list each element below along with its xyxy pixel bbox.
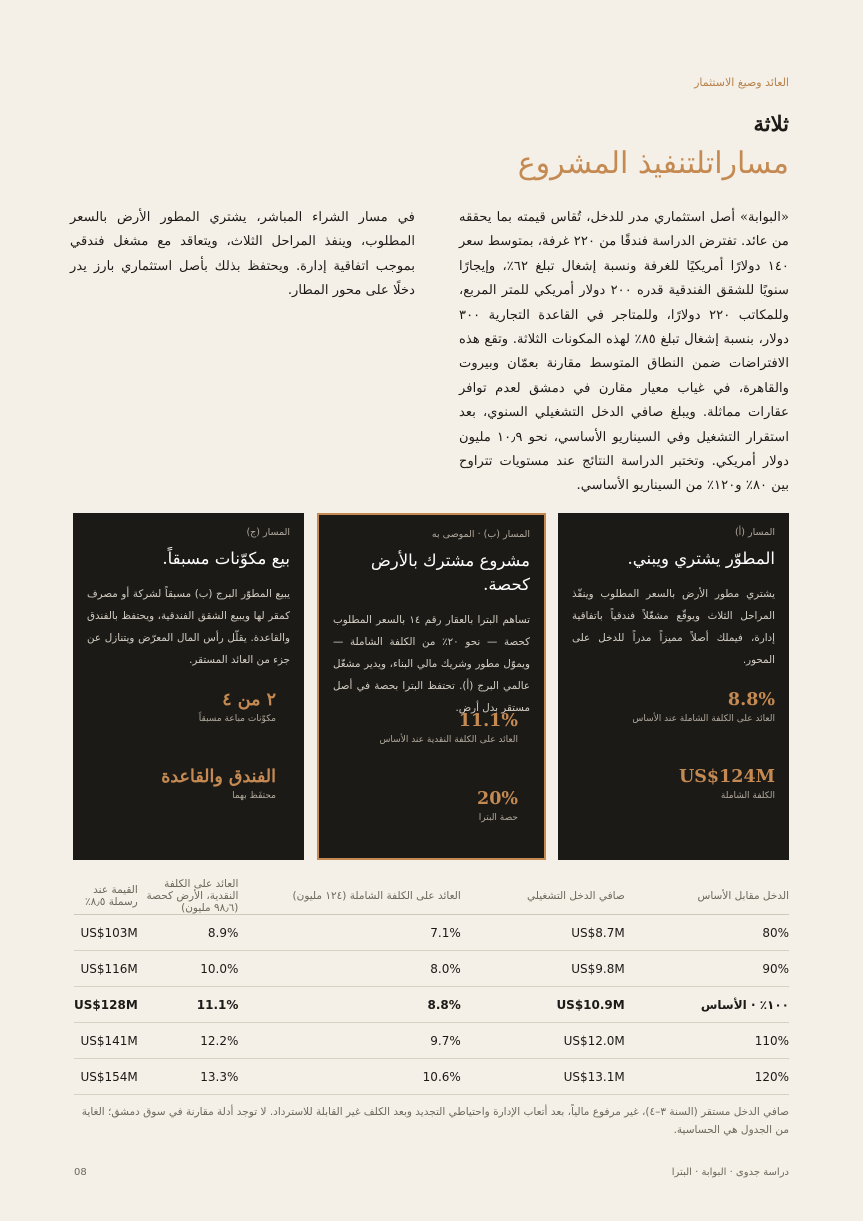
card-metric (632, 690, 775, 724)
metric-value: US$124M (679, 767, 775, 787)
sensitivity-table (74, 878, 789, 1095)
card-title: المطوّر يشتري ويبني. (627, 549, 775, 568)
table-row (74, 1023, 789, 1059)
card-body: تساهم البترا بالعقار رقم ١٤ بالسعر المطلوب كحصة — نحو ٢٠٪ من الكلفة الشاملة — ويموّل مطور وشريك مالي البناء، ويدير مشغّل عالمي البرج (أ). تحتفظ البترا بحصة في أصل مستقر بدل أرض. (333, 614, 530, 714)
table-cell: 10.0% (138, 951, 239, 987)
card-label: المسار (ج) (246, 527, 290, 538)
table-cell: US$8.7M (461, 915, 625, 951)
metric-value: الفندق والقاعدة (161, 767, 276, 787)
metric-label: حصة البترا (478, 813, 518, 823)
metric-value: 11.1% (458, 711, 518, 731)
table-header: القيمة عند رسملة ٨٫٥٪ (74, 878, 138, 915)
section-title: مساراتلتنفيذ المشروع (517, 146, 789, 181)
card-metric (477, 789, 518, 823)
card-body: يبيع المطوّر البرج (ب) مسبقاً لشركة أو مصرف كمقر لها ويبيع الشقق الفندقية، ويحتفظ بالفندق والقاعدة. يقلّل رأس المال المعرّض ويتنازل عن جزء من العائد المستقر. (87, 588, 290, 666)
table-cell: US$154M (74, 1059, 138, 1095)
table-header: الدخل مقابل الأساس (625, 878, 789, 915)
metric-label: الكلفة الشاملة (720, 791, 775, 801)
card-label: المسار (أ) (734, 527, 775, 538)
table-footnote: صافي الدخل مستقر (السنة ٣–٤)، غير مرفوع مالياً، بعد أتعاب الإدارة واحتياطي التجديد وبعد الكلف غير القابلة للاسترداد. لا توجد أدلة مقارنة في سوق دمشق؛ الغاية من الجدول هي الحساسية. (81, 1106, 789, 1136)
metric-label: محتفَظ بهما (232, 791, 276, 801)
page-number: 08 (74, 1167, 87, 1178)
table-row-baseline (74, 987, 789, 1023)
table-cell: 12.2% (138, 1023, 239, 1059)
table-cell: US$12.0M (461, 1023, 625, 1059)
card-title: مشروع مشترك بالأرض كحصة. (370, 551, 530, 594)
table-cell: 13.3% (138, 1059, 239, 1095)
table-cell: 80% (625, 915, 789, 951)
card-body: يشتري مطور الأرض بالسعر المطلوب وينفّذ المراحل الثلاث ويوقّع مشغّلاً فندقياً باتفاقية إدارة، فيملك أصلاً مميزاً مدراً للدخل على المحور. (572, 588, 775, 666)
metric-label: العائد على الكلفة النقدية عند الأساس (379, 735, 518, 745)
metric-label: مكوّنات مباعة مسبقاً (198, 714, 276, 724)
table-row (74, 951, 789, 987)
table-cell: ١٠٠٪ · الأساس (625, 987, 789, 1023)
card-metric (199, 690, 276, 724)
table-cell: 8.0% (238, 951, 460, 987)
table-cell: US$116M (74, 951, 138, 987)
section-number: ثلاثة (753, 111, 789, 136)
table-header: صافي الدخل التشغيلي (461, 878, 625, 915)
table-header: العائد على الكلفة النقدية، الأرض كحصة (٩٨٫٦ مليون) (138, 878, 239, 915)
table-header-row (74, 878, 789, 915)
table-row (74, 1059, 789, 1095)
table-cell: US$141M (74, 1023, 138, 1059)
table-cell: 8.8% (238, 987, 460, 1023)
table-cell: US$128M (74, 987, 138, 1023)
table-cell: 8.9% (138, 915, 239, 951)
table-cell: US$13.1M (461, 1059, 625, 1095)
section-eyebrow: العائد وصيغ الاستثمار (694, 76, 789, 89)
table-row (74, 915, 789, 951)
table-cell: 110% (625, 1023, 789, 1059)
card-metric (379, 711, 518, 745)
card-label: المسار (ب) · الموصى به (431, 529, 530, 540)
table-cell: US$103M (74, 915, 138, 951)
table-header: العائد على الكلفة الشاملة (١٢٤ مليون) (238, 878, 460, 915)
path-card-b (317, 513, 546, 860)
table-cell: 7.1% (238, 915, 460, 951)
table-cell: 11.1% (138, 987, 239, 1023)
intro-paragraph-right: «البوابة» أصل استثماري مدر للدخل، تُقاس قيمته بما يحققه من عائد. تفترض الدراسة فندقًا من ٢٢٠ غرفة، بمتوسط سعر ١٤٠ دولارًا أمريكيًا للغرفة ونسبة إشغال تبلغ ٦٢٪، وإيجارًا سنويًا للشقق الفندقية قدره ٢٠٠ دولار أمريكي للمتر المربع، وللمكاتب ٢٢٠ دولارًا، وللمتاجر في القاعدة التجارية ٣٠٠ دولار، بنسبة إشغال تبلغ ٨٥٪ لهذه المكونات الثلاثة. وتقع هذه الافتراضات ضمن النطاق المتوسط مقارنة بعمّان وبيروت والقاهرة، في غياب معيار مقارن في دمشق لعدم توافر عقارات مماثلة. ويبلغ صافي الدخل التشغيلي السنوي، بعد استقرار التشغيل وفي السيناريو الأساسي، نحو ١٠٫٩ مليون دولار أمريكي. وتختبر الدراسة النتائج عند مستويات تتراوح بين ٨٠٪ و١٢٠٪ من السيناريو الأساسي. (459, 210, 790, 494)
table-cell: US$10.9M (461, 987, 625, 1023)
intro-paragraph-left: في مسار الشراء المباشر، يشتري المطور الأرض بالسعر المطلوب، وينفذ المراحل الثلاث، ويتعاقد مع مشغل فندقي بموجب اتفاقية إدارة. ويحتفظ بذلك بأصل استثماري بارز يدر دخلًا على محور المطار. (70, 210, 415, 299)
table-cell: 90% (625, 951, 789, 987)
metric-value: 20% (477, 789, 518, 809)
path-card-c (73, 513, 304, 860)
metric-label: العائد على الكلفة الشاملة عند الأساس (632, 714, 775, 724)
path-card-a (558, 513, 789, 860)
table-cell: 120% (625, 1059, 789, 1095)
table-cell: 9.7% (238, 1023, 460, 1059)
metric-value: 8.8% (727, 690, 775, 710)
metric-value: ٢ من ٤ (222, 690, 276, 710)
table-cell: US$9.8M (461, 951, 625, 987)
card-metric (161, 767, 276, 801)
card-metric (679, 767, 775, 801)
footer-caption: دراسة جدوى · البوابة · البترا (671, 1167, 789, 1178)
table-cell: 10.6% (238, 1059, 460, 1095)
card-title: بيع مكوّنات مسبقاً. (162, 549, 290, 568)
